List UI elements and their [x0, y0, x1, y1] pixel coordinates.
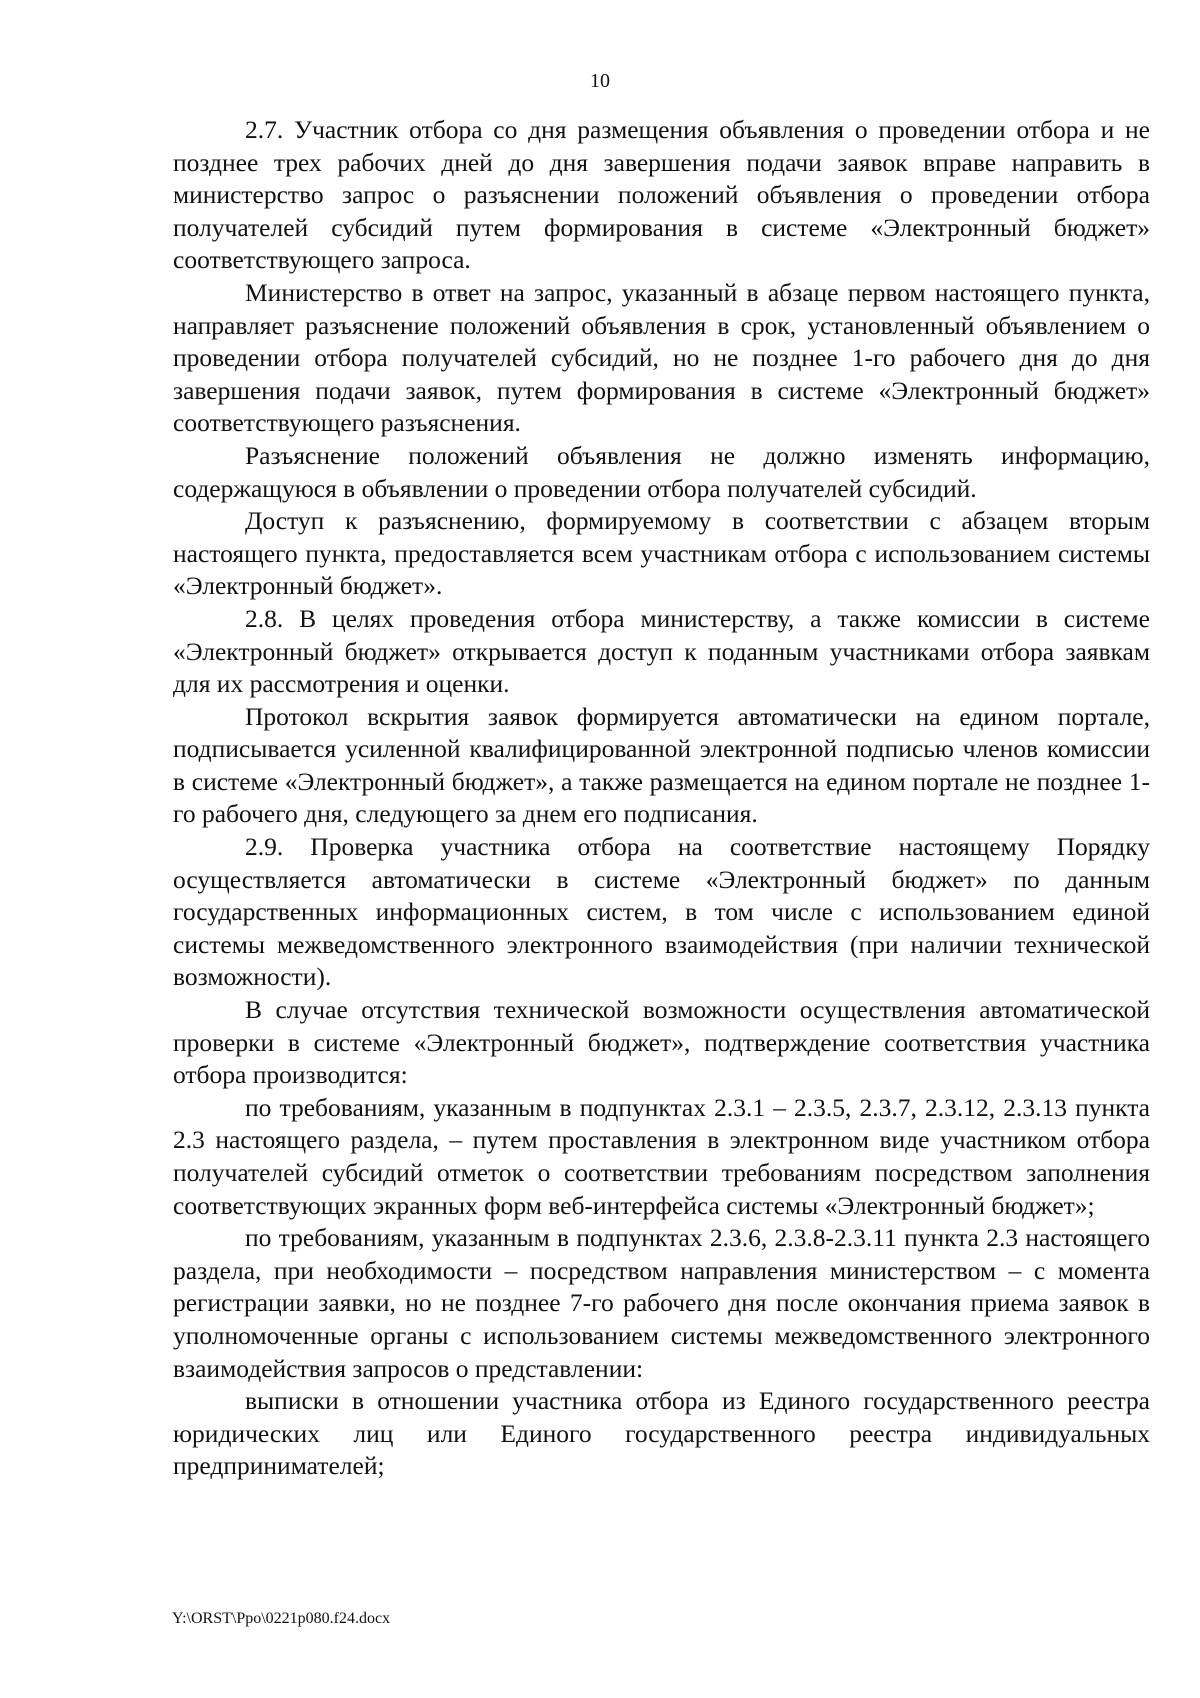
footer-file-path: Y:\ORST\Ppo\0221p080.f24.docx: [172, 1610, 391, 1627]
paragraph-access: Доступ к разъяснению, формируемому в соответствии с абзацем вторым настоящего пункта, предоставляется всем участникам отбора с использованием системы «Электронный бюджет».: [173, 506, 1150, 601]
paragraph-no-technical-capability: В случае отсутствия технической возможности осуществления автоматической проверки в системе «Электронный бюджет», подтверждение соответствия участника отбора производится:: [173, 995, 1150, 1090]
paragraph-2-8: 2.8. В целях проведения отбора министерству, а также комиссии в системе «Электронный бюджет» открывается доступ к поданным участниками отбора заявкам для их рассмотрения и оценки.: [173, 603, 1150, 699]
paragraph-protocol: Протокол вскрытия заявок формируется автоматически на едином портале, подписывается усиленной квалифицированной электронной подписью членов комиссии в системе «Электронный бюджет», а также размещается на едином портале не позднее 1-го рабочего дня, следующего за днем его подписания.: [173, 701, 1150, 829]
paragraph-extracts: выписки в отношении участника отбора из Единого государственного реестра юридических лиц или Единого государственного реестра индивидуальных предпринимателей;: [173, 1386, 1150, 1481]
paragraph-requirements-2: по требованиям, указанным в подпунктах 2.3.6, 2.3.8-2.3.11 пункта 2.3 настоящего раздела, при необходимости – посредством направления министерством – с момента регистрации заявки, но не позднее 7-го рабочего дня после окончания приема заявок в уполномоченные органы с использованием системы межведомственного электронного взаимодействия запросов о представлении:: [173, 1223, 1150, 1383]
page-number: 10: [590, 70, 610, 92]
paragraph-clarification: Разъяснение положений объявления не должно изменять информацию, содержащуюся в объявлении о проведении отбора получателей субсидий.: [173, 440, 1150, 503]
paragraph-2-7: 2.7. Участник отбора со дня размещения объявления о проведении отбора и не позднее трех рабочих дней до дня завершения подачи заявок вправе направить в министерство запрос о разъяснении положений объявления о проведении отбора получателей субсидий путем формирования в системе «Электронный бюджет» соответствующего запроса.: [173, 115, 1150, 275]
document-body: [173, 114, 1150, 1483]
paragraph-requirements-1: по требованиям, указанным в подпунктах 2.3.1 – 2.3.5, 2.3.7, 2.3.12, 2.3.13 пункта 2.3 настоящего раздела, – путем проставления в электронном виде участником отбора получателей субсидий отметок о соответствии требованиям посредством заполнения соответствующих экранных форм веб-интерфейса системы «Электронный бюджет»;: [173, 1092, 1150, 1220]
paragraph-ministry-response: Министерство в ответ на запрос, указанный в абзаце первом настоящего пункта, направляет разъяснение положений объявления в срок, установленный объявлением о проведении отбора получателей субсидий, но не позднее 1-го рабочего дня до дня завершения подачи заявок, путем формирования в системе «Электронный бюджет» соответствующего разъяснения.: [173, 277, 1150, 438]
paragraph-2-9: 2.9. Проверка участника отбора на соответствие настоящему Порядку осуществляется автоматически в системе «Электронный бюджет» по данным государственных информационных систем, в том числе с использованием единой системы межведомственного электронного взаимодействия (при наличии технической возможности).: [173, 832, 1150, 992]
